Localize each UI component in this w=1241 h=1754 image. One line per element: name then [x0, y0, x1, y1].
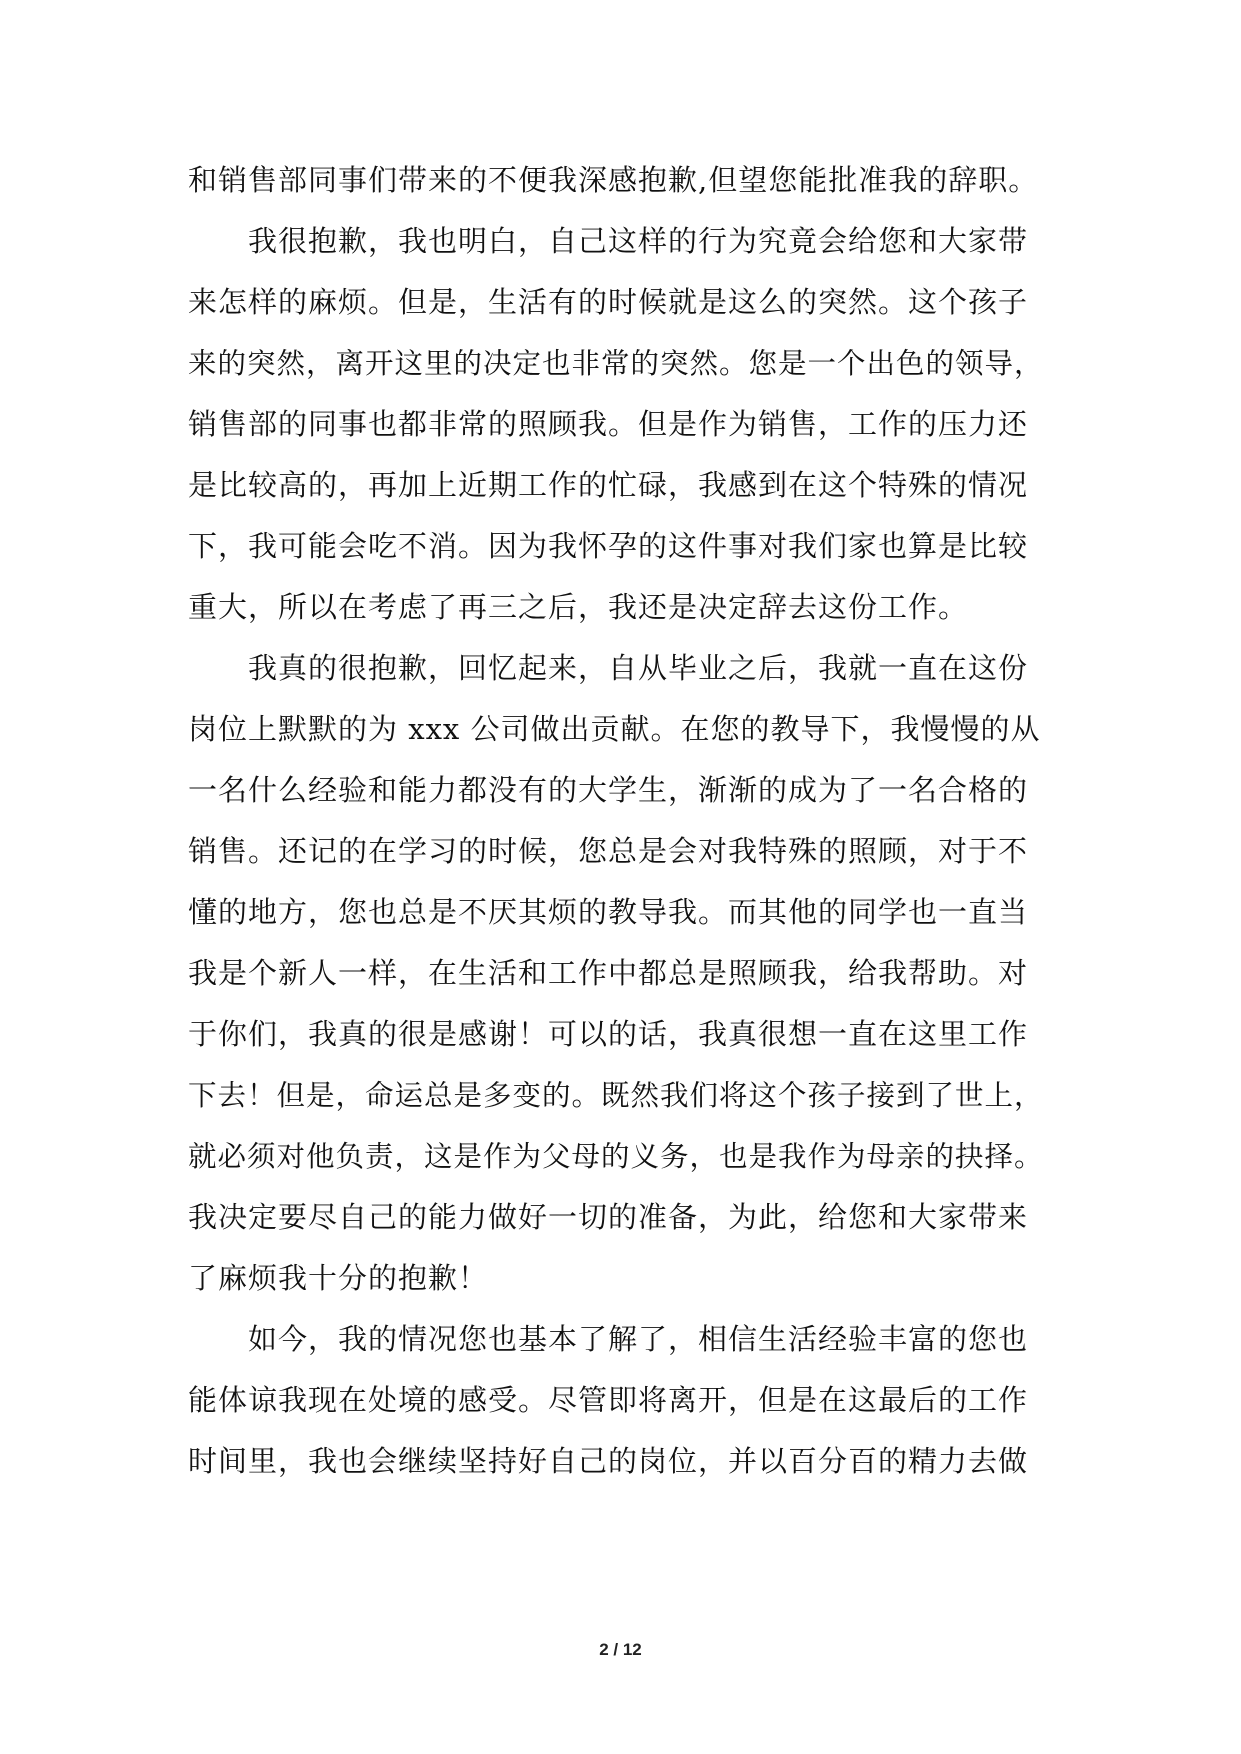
text-line: 如今，我的情况您也基本了解了，相信生活经验丰富的您也: [248, 1322, 1029, 1356]
text-line: 重大，所以在考虑了再三之后，我还是决定辞去这份工作。: [188, 590, 969, 624]
text-line: 时间里，我也会继续坚持好自己的岗位，并以百分百的精力去做: [188, 1444, 1029, 1478]
text-line: 懂的地方，您也总是不厌其烦的教导我。而其他的同学也一直当: [188, 895, 1029, 929]
page-number: 2 / 12: [599, 1640, 642, 1659]
text-line: 销售部的同事也都非常的照顾我。但是作为销售，工作的压力还: [188, 407, 1029, 441]
text-line: 一名什么经验和能力都没有的大学生，渐渐的成为了一名合格的: [188, 773, 1029, 807]
text-line: 我决定要尽自己的能力做好一切的准备，为此，给您和大家带来: [188, 1200, 1029, 1234]
text-line: 岗位上默默的为 xxx 公司做出贡献。在您的教导下，我慢慢的从: [188, 712, 1041, 746]
body-text: [188, 150, 1048, 1492]
text-line: 和销售部同事们带来的不便我深感抱歉,但望您能批准我的辞职。: [188, 163, 1039, 197]
text-line: 我很抱歉，我也明白，自己这样的行为究竟会给您和大家带: [248, 224, 1029, 258]
text-line: 销售。还记的在学习的时候，您总是会对我特殊的照顾，对于不: [188, 834, 1029, 868]
text-line: 来的突然，离开这里的决定也非常的突然。您是一个出色的领导，: [188, 347, 1044, 380]
text-line: 了麻烦我十分的抱歉！: [188, 1261, 489, 1295]
text-line: 是比较高的，再加上近期工作的忙碌，我感到在这个特殊的情况: [188, 468, 1029, 502]
text-line: 就必须对他负责，这是作为父母的义务，也是我作为母亲的抉择。: [188, 1140, 1044, 1173]
text-line: 于你们，我真的很是感谢！可以的话，我真很想一直在这里工作: [188, 1017, 1029, 1051]
text-line: 我真的很抱歉，回忆起来，自从毕业之后，我就一直在这份: [248, 651, 1029, 685]
text-line: 来怎样的麻烦。但是，生活有的时候就是这么的突然。这个孩子: [188, 285, 1029, 319]
text-line: 下，我可能会吃不消。因为我怀孕的这件事对我们家也算是比较: [188, 529, 1029, 563]
text-line: 我是个新人一样，在生活和工作中都总是照顾我，给我帮助。对: [188, 956, 1029, 990]
text-line: 能体谅我现在处境的感受。尽管即将离开，但是在这最后的工作: [188, 1383, 1029, 1417]
text-line: 下去！但是，命运总是多变的。既然我们将这个孩子接到了世上，: [188, 1079, 1044, 1112]
